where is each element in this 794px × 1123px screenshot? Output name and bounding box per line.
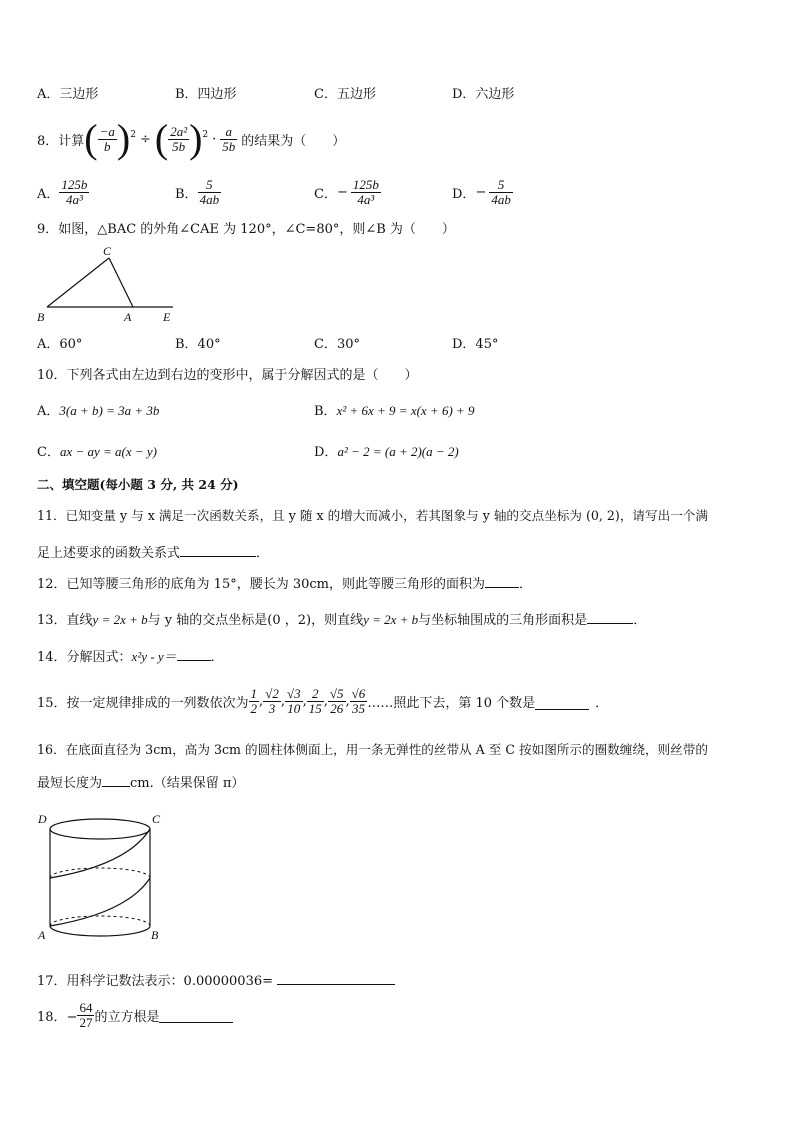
q8-option-d-fraction: $\frac{5}{4ab}$ [491,176,511,207]
right-paren-icon: ) [189,116,203,161]
q8-option-a-fraction: $\frac{125b}{\text{4a³}}$ [61,176,88,207]
q8-term2-fraction: $\frac{\text{2a²}}{5b}$ [170,123,188,154]
question-15: 15．按一定规律排成的一列数依次为 $\frac{1}{2}$ , $\frac{√2}{3}$ , $\frac{√3}{10}$ , $\frac{2}{15}$ , $\frac{√5}{26}$ , $\frac{√6}{35}$ ……照此下去，第 10 个数是 ． [37,685,609,716]
q8-option-a: A． $\frac{125b}{\text{4a³}}$ [37,176,88,207]
q15-fraction-6: $\frac{√6}{35}$ [351,685,366,716]
left-paren-icon: ( [154,116,169,161]
question-11-line1: 11．已知变量 y 与 x 满足一次函数关系，且 y 随 x 的增大而减小，若其图象与 y 轴的交点坐标为 (0, 2)，请写出一个满 [37,508,708,523]
q15-fraction-2: $\frac{√2}{3}$ [265,685,279,716]
answer-blank[interactable] [180,555,256,557]
answer-blank[interactable] [535,708,589,710]
question-9-stem: 9．如图，△BAC 的外角∠CAE 为 120°，∠C=80°，则∠B 为（ ） [37,222,455,237]
label-c: C [103,244,112,258]
label-a: A [124,310,132,324]
q7-option-b: B．四边形 [175,87,237,102]
q7-option-d: D．六边形 [452,87,515,102]
question-16-line1: 16．在底面直径为 3cm，高为 3cm 的圆柱体侧面上，用一条无弹性的丝带从 A 至 C 按如图所示的圈数缠绕，则丝带的 [37,742,708,757]
question-13: 13．直线y = 2x + b与 y 轴的交点坐标是(0 ，2)，则直线y = 2x + b与坐标轴围成的三角形面积是 ． [37,612,647,628]
line-ca [109,258,133,307]
cylinder-figure [37,808,167,943]
q9-option-c: C．30° [314,337,360,352]
q8-term3-fraction: $\frac{a}{5b}$ [222,123,236,154]
q10-option-a: A．3(a + b) = 3a + 3b [37,403,160,419]
q15-fraction-1: $\frac{1}{2}$ [250,685,258,716]
q8-term1-exponent: 2 [130,130,136,140]
question-17: 17．用科学记数法表示：0.00000036= [37,970,395,989]
label-c: C [152,812,161,826]
right-paren-icon: ) [116,116,131,161]
q15-fraction-5: $\frac{√5}{26}$ [329,685,344,716]
ribbon-lower [50,878,150,926]
q8-option-b-fraction: $\frac{5}{4ab}$ [199,176,220,207]
q10-option-d: D．a² − 2 = (a + 2)(a − 2) [314,444,459,460]
q10-option-b: B．x² + 6x + 9 = x(x + 6) + 9 [314,403,475,419]
answer-blank[interactable] [102,785,130,787]
triangle-figure [37,242,187,324]
question-12: 12．已知等腰三角形的底角为 15°，腰长为 30cm，则此等腰三角形的面积为 ． [37,577,533,592]
bottom-back-arc [50,916,150,926]
label-b: B [151,928,159,942]
q8-prefix: 8．计算 [37,133,85,149]
q15-fraction-4: $\frac{2}{15}$ [308,685,322,716]
label-a: A [38,928,46,942]
question-10-stem: 10．下列各式由左边到右边的变形中，属于分解因式的是（ ） [37,368,418,383]
q7-option-c: C．五边形 [314,87,376,102]
line-bc [47,258,109,307]
answer-blank[interactable] [159,1021,233,1023]
q8-option-d: D． − $\frac{5}{4ab}$ [452,176,511,207]
answer-blank[interactable] [277,983,395,985]
section-title: 二、填空题(每小题 3 分, 共 24 分) [37,477,239,492]
question-14: 14．分解因式：x²y - y＝ ． [37,649,224,665]
question-18: 18．− $\frac{64}{27}$ 的立方根是 [37,994,233,1036]
answer-blank[interactable] [485,586,519,588]
q15-fraction-3: $\frac{√3}{10}$ [286,685,301,716]
q9-option-b: B．40° [175,337,221,352]
question-11-line2: 足上述要求的函数关系式 ． [37,546,270,561]
bottom-front-arc [50,926,150,936]
q8-option-c: C． − $\frac{125b}{\text{4a³}}$ [314,176,379,207]
label-b: B [37,310,45,324]
q8-term1-fraction: $\frac{-a}{b}$ [99,123,115,154]
question-8-stem [37,115,345,163]
left-paren-icon: ( [84,116,98,161]
question-16-line2: 最短长度为 cm.（结果保留 π） [37,776,245,791]
label-d: D [38,812,47,826]
q7-option-a: A．三边形 [37,87,99,102]
q8-suffix: 的结果为（ ） [241,133,346,149]
q8-multiply-sign: · [212,131,217,147]
middle-back-arc [50,868,150,878]
q9-option-d: D．45° [452,337,499,352]
q9-option-a: A．60° [37,337,83,352]
q18-fraction: $\frac{64}{27}$ [79,999,93,1030]
answer-blank[interactable] [177,659,211,661]
q8-divide-sign: ÷ [139,131,151,147]
q8-option-c-fraction: $\frac{125b}{\text{4a³}}$ [352,176,379,207]
q8-option-b: B． $\frac{5}{4ab}$ [175,176,220,207]
top-ellipse [50,819,150,839]
label-e: E [163,310,171,324]
q8-term2-exponent: 2 [202,130,209,140]
q10-option-c: C．ax − ay = a(x − y) [37,444,158,460]
answer-blank[interactable] [587,622,633,624]
